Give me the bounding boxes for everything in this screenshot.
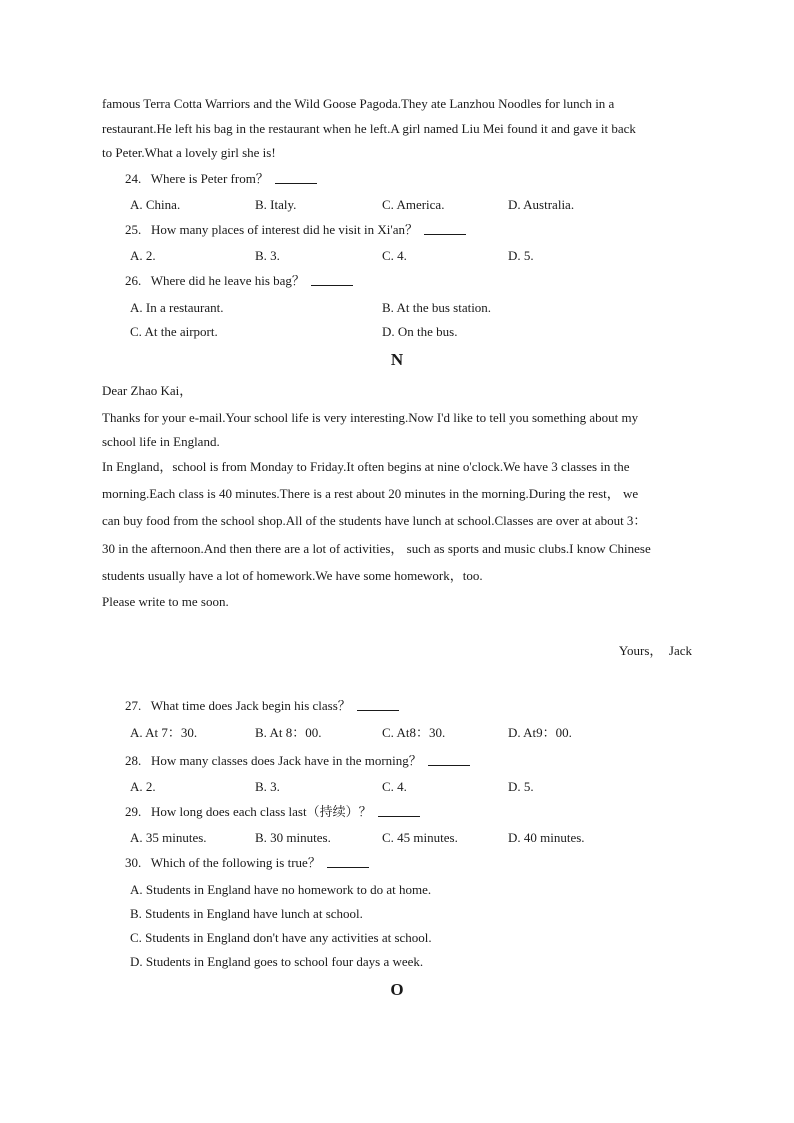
option-b: B. 30 minutes. bbox=[255, 830, 331, 845]
option-a: A. 2. bbox=[130, 248, 156, 263]
passage-line: famous Terra Cotta Warriors and the Wild Goose Pagoda.They ate Lanzhou Noodles for lunch in a bbox=[102, 96, 615, 111]
answer-blank bbox=[378, 804, 420, 817]
question-stem: 30. Which of the following is true？ bbox=[125, 855, 321, 870]
question-29 bbox=[125, 804, 420, 820]
option-d: D. Students in England goes to school four days a week. bbox=[130, 954, 424, 969]
passage-line: to Peter.What a lovely girl she is! bbox=[102, 145, 276, 160]
section-heading-o: O bbox=[390, 980, 404, 999]
question-24 bbox=[125, 171, 317, 187]
option-d: D. Australia. bbox=[508, 197, 575, 212]
answer-blank bbox=[327, 855, 369, 868]
option-c: C. Students in England don't have any activities at school. bbox=[130, 930, 432, 945]
letter-greeting: Dear Zhao Kai， bbox=[102, 383, 193, 398]
answer-blank bbox=[275, 171, 317, 184]
question-stem: 27. What time does Jack begin his class？ bbox=[125, 698, 351, 713]
option-b: B. At 8：00. bbox=[255, 725, 322, 740]
option-b: B. Students in England have lunch at school. bbox=[130, 906, 363, 921]
option-b: B. Italy. bbox=[255, 197, 297, 212]
option-a: A. 2. bbox=[130, 779, 156, 794]
question-stem: 26. Where did he leave his bag？ bbox=[125, 273, 305, 288]
letter-line: morning.Each class is 40 minutes.There is a rest about 20 minutes in the morning.During the rest， we bbox=[102, 486, 639, 501]
option-c: C. 45 minutes. bbox=[382, 830, 458, 845]
option-a: A. Students in England have no homework to do at home. bbox=[130, 882, 432, 897]
option-a: A. 35 minutes. bbox=[130, 830, 207, 845]
answer-blank bbox=[357, 698, 399, 711]
option-c: C. America. bbox=[382, 197, 445, 212]
question-27 bbox=[125, 698, 399, 714]
option-a: A. China. bbox=[130, 197, 181, 212]
letter-line: 30 in the afternoon.And then there are a lot of activities， such as sports and music clubs.I know Chinese bbox=[102, 541, 651, 556]
option-a: A. At 7：30. bbox=[130, 725, 198, 740]
letter-line: In England，school is from Monday to Friday.It often begins at nine o'clock.We have 3 classes in the bbox=[102, 459, 630, 474]
passage-line: restaurant.He left his bag in the restaurant when he left.A girl named Liu Mei found it and gave it back bbox=[102, 121, 636, 136]
option-d: D. 5. bbox=[508, 779, 534, 794]
question-28 bbox=[125, 753, 470, 769]
question-30 bbox=[125, 855, 369, 871]
answer-blank bbox=[428, 753, 470, 766]
question-stem: 28. How many classes does Jack have in the morning？ bbox=[125, 753, 422, 768]
option-c: C. 4. bbox=[382, 248, 407, 263]
option-a: A. In a restaurant. bbox=[130, 300, 224, 315]
letter-sign-off: Yours， Jack bbox=[618, 643, 692, 658]
letter-line: students usually have a lot of homework.We have some homework，too. bbox=[102, 568, 483, 583]
question-stem: 25. How many places of interest did he visit in Xi'an？ bbox=[125, 222, 418, 237]
section-heading-n: N bbox=[390, 350, 404, 369]
question-25 bbox=[125, 222, 466, 238]
option-c: C. At the airport. bbox=[130, 324, 218, 339]
letter-line: can buy food from the school shop.All of the students have lunch at school.Classes are over at about 3： bbox=[102, 513, 647, 528]
option-d: D. 5. bbox=[508, 248, 534, 263]
answer-blank bbox=[311, 273, 353, 286]
option-d: D. At9：00. bbox=[508, 725, 572, 740]
option-b: B. 3. bbox=[255, 248, 280, 263]
question-26 bbox=[125, 273, 353, 289]
question-stem: 29. How long does each class last（持续）？ bbox=[125, 804, 372, 819]
question-stem: 24. Where is Peter from？ bbox=[125, 171, 269, 186]
answer-blank bbox=[424, 222, 466, 235]
letter-line: school life in England. bbox=[102, 434, 220, 449]
option-b: B. 3. bbox=[255, 779, 280, 794]
option-c: C. At8：30. bbox=[382, 725, 446, 740]
option-d: D. 40 minutes. bbox=[508, 830, 585, 845]
option-d: D. On the bus. bbox=[382, 324, 458, 339]
letter-line: Please write to me soon. bbox=[102, 594, 229, 609]
option-c: C. 4. bbox=[382, 779, 407, 794]
letter-line: Thanks for your e-mail.Your school life is very interesting.Now I'd like to tell you something about my bbox=[102, 410, 639, 425]
option-b: B. At the bus station. bbox=[382, 300, 492, 315]
